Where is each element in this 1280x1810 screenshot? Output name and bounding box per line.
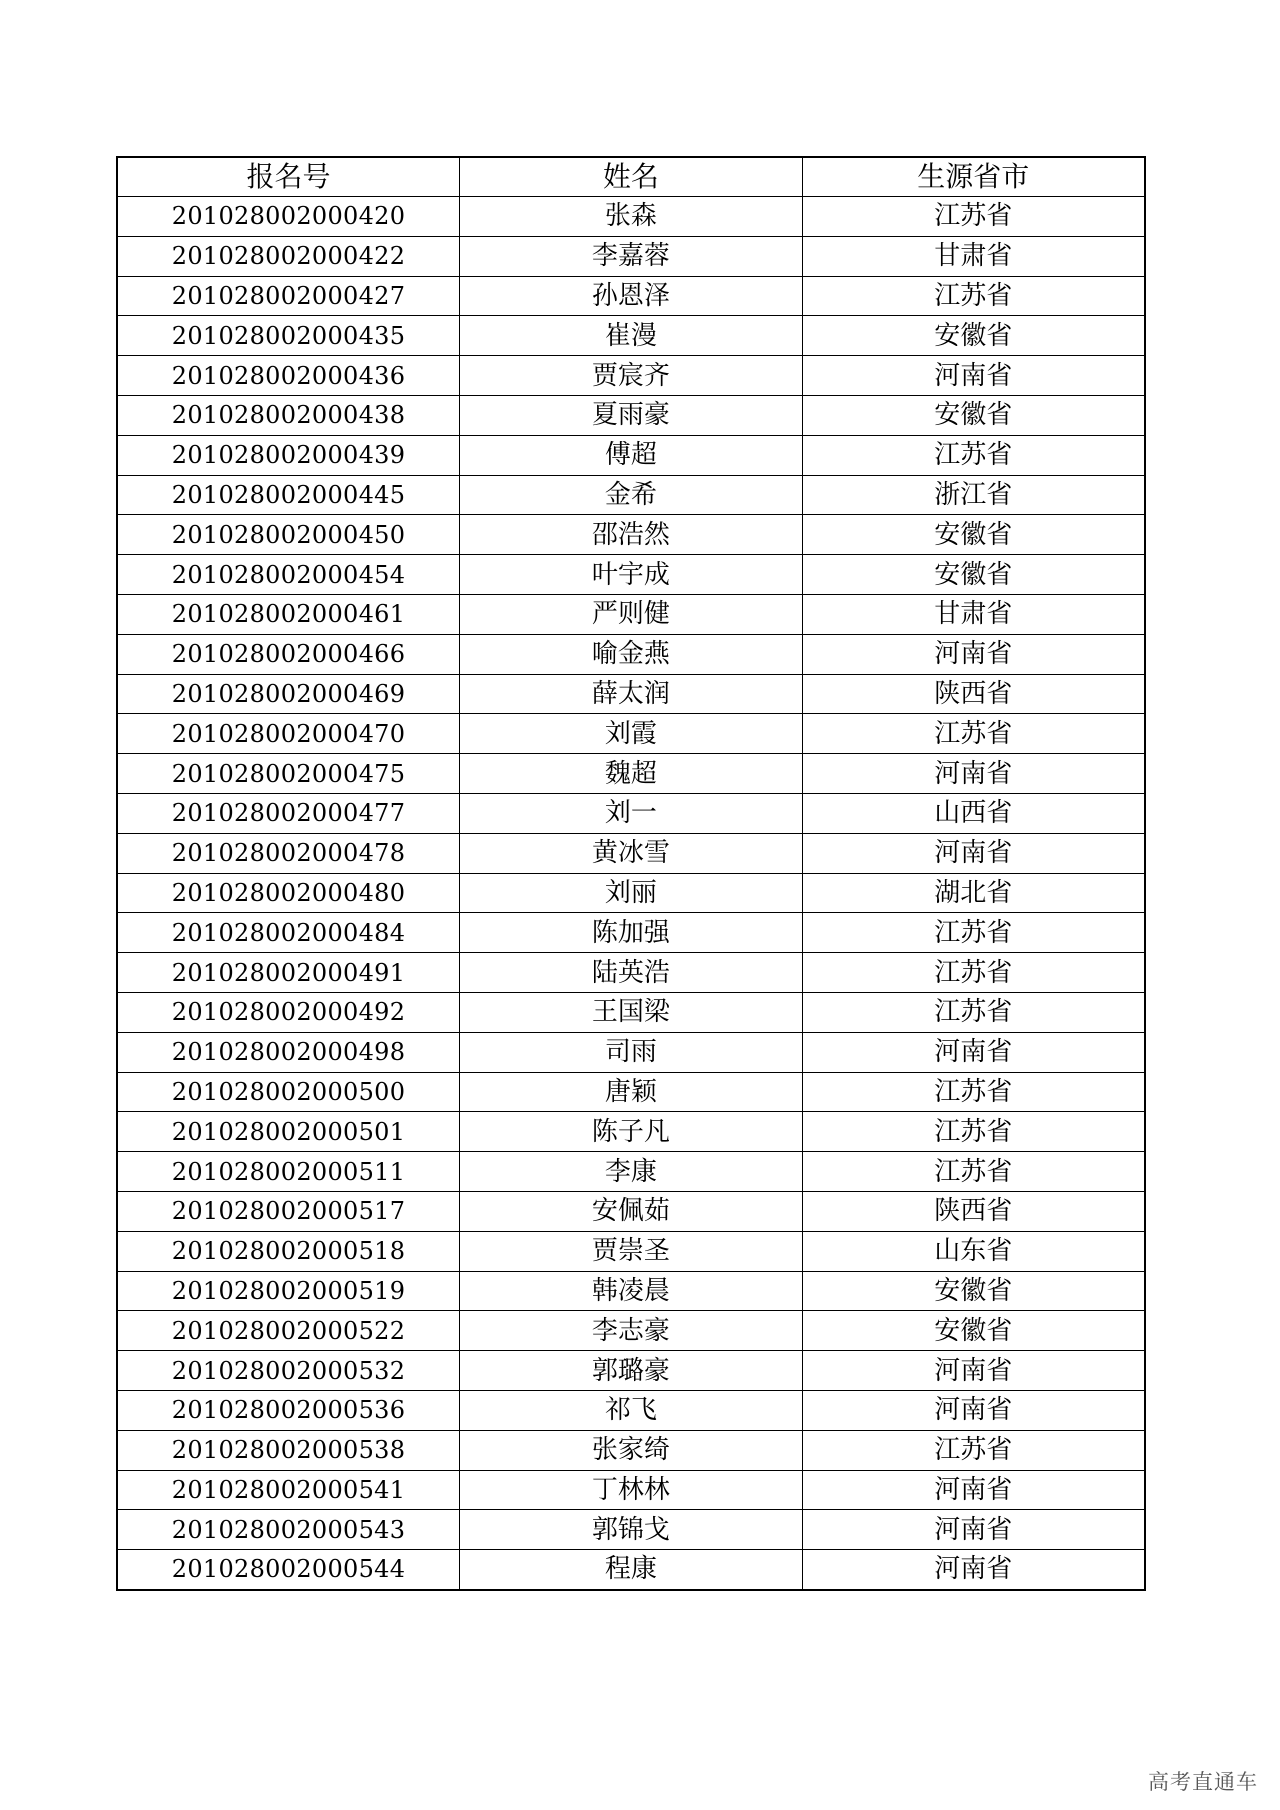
cell-name: 程康 <box>460 1550 803 1590</box>
cell-name: 李康 <box>460 1152 803 1192</box>
cell-origin-province: 河南省 <box>802 754 1145 794</box>
table-row <box>117 992 1145 1032</box>
table-row <box>117 594 1145 634</box>
cell-origin-province: 安徽省 <box>802 515 1145 555</box>
table-row <box>117 1510 1145 1550</box>
cell-registration-number: 201028002000538 <box>117 1430 460 1470</box>
header-registration-number: 报名号 <box>117 157 460 197</box>
cell-name: 韩凌晨 <box>460 1271 803 1311</box>
table-row <box>117 395 1145 435</box>
cell-name: 李志豪 <box>460 1311 803 1351</box>
cell-registration-number: 201028002000518 <box>117 1231 460 1271</box>
cell-name: 郭锦戈 <box>460 1510 803 1550</box>
table-row <box>117 197 1145 237</box>
table-row <box>117 674 1145 714</box>
cell-origin-province: 浙江省 <box>802 475 1145 515</box>
cell-origin-province: 安徽省 <box>802 555 1145 595</box>
cell-name: 张森 <box>460 197 803 237</box>
cell-registration-number: 201028002000491 <box>117 953 460 993</box>
cell-name: 祁飞 <box>460 1390 803 1430</box>
table-row <box>117 1191 1145 1231</box>
cell-name: 贾宸齐 <box>460 356 803 396</box>
cell-registration-number: 201028002000439 <box>117 435 460 475</box>
cell-registration-number: 201028002000492 <box>117 992 460 1032</box>
cell-origin-province: 江苏省 <box>802 953 1145 993</box>
cell-origin-province: 安徽省 <box>802 1271 1145 1311</box>
cell-registration-number: 201028002000501 <box>117 1112 460 1152</box>
cell-origin-province: 安徽省 <box>802 316 1145 356</box>
cell-name: 薛太润 <box>460 674 803 714</box>
cell-registration-number: 201028002000454 <box>117 555 460 595</box>
cell-registration-number: 201028002000544 <box>117 1550 460 1590</box>
cell-registration-number: 201028002000543 <box>117 1510 460 1550</box>
cell-name: 夏雨豪 <box>460 395 803 435</box>
cell-origin-province: 河南省 <box>802 356 1145 396</box>
table-row <box>117 1430 1145 1470</box>
table-row <box>117 873 1145 913</box>
cell-origin-province: 江苏省 <box>802 1152 1145 1192</box>
cell-origin-province: 江苏省 <box>802 913 1145 953</box>
cell-name: 郭璐豪 <box>460 1351 803 1391</box>
cell-registration-number: 201028002000511 <box>117 1152 460 1192</box>
cell-name: 唐颖 <box>460 1072 803 1112</box>
cell-origin-province: 甘肃省 <box>802 236 1145 276</box>
cell-name: 崔漫 <box>460 316 803 356</box>
cell-origin-province: 江苏省 <box>802 714 1145 754</box>
cell-registration-number: 201028002000450 <box>117 515 460 555</box>
cell-origin-province: 河南省 <box>802 1470 1145 1510</box>
cell-origin-province: 安徽省 <box>802 1311 1145 1351</box>
cell-name: 邵浩然 <box>460 515 803 555</box>
table-row <box>117 515 1145 555</box>
cell-name: 金希 <box>460 475 803 515</box>
cell-name: 叶宇成 <box>460 555 803 595</box>
cell-origin-province: 河南省 <box>802 1550 1145 1590</box>
cell-registration-number: 201028002000436 <box>117 356 460 396</box>
table-row <box>117 714 1145 754</box>
cell-name: 张家绮 <box>460 1430 803 1470</box>
cell-name: 丁林林 <box>460 1470 803 1510</box>
table-row <box>117 1072 1145 1112</box>
cell-origin-province: 陕西省 <box>802 1191 1145 1231</box>
cell-registration-number: 201028002000480 <box>117 873 460 913</box>
cell-origin-province: 河南省 <box>802 833 1145 873</box>
cell-name: 喻金燕 <box>460 634 803 674</box>
cell-origin-province: 江苏省 <box>802 1072 1145 1112</box>
table-row <box>117 555 1145 595</box>
cell-origin-province: 甘肃省 <box>802 594 1145 634</box>
cell-registration-number: 201028002000466 <box>117 634 460 674</box>
table-row <box>117 316 1145 356</box>
cell-name: 陆英浩 <box>460 953 803 993</box>
cell-origin-province: 河南省 <box>802 1351 1145 1391</box>
cell-registration-number: 201028002000536 <box>117 1390 460 1430</box>
cell-origin-province: 江苏省 <box>802 276 1145 316</box>
table-body <box>117 197 1145 1590</box>
table-row <box>117 913 1145 953</box>
cell-name: 安佩茹 <box>460 1191 803 1231</box>
table-row <box>117 356 1145 396</box>
cell-registration-number: 201028002000475 <box>117 754 460 794</box>
cell-origin-province: 江苏省 <box>802 992 1145 1032</box>
table-row <box>117 1152 1145 1192</box>
cell-name: 陈子凡 <box>460 1112 803 1152</box>
cell-registration-number: 201028002000445 <box>117 475 460 515</box>
table-row <box>117 953 1145 993</box>
table-row <box>117 475 1145 515</box>
cell-name: 刘霞 <box>460 714 803 754</box>
cell-registration-number: 201028002000469 <box>117 674 460 714</box>
cell-registration-number: 201028002000420 <box>117 197 460 237</box>
table-row <box>117 435 1145 475</box>
cell-origin-province: 山西省 <box>802 793 1145 833</box>
table-row <box>117 634 1145 674</box>
cell-name: 严则健 <box>460 594 803 634</box>
cell-name: 孙恩泽 <box>460 276 803 316</box>
table-row <box>117 1550 1145 1590</box>
cell-registration-number: 201028002000422 <box>117 236 460 276</box>
cell-registration-number: 201028002000522 <box>117 1311 460 1351</box>
cell-name: 魏超 <box>460 754 803 794</box>
table-row <box>117 1311 1145 1351</box>
cell-name: 王国梁 <box>460 992 803 1032</box>
table-row <box>117 1032 1145 1072</box>
cell-origin-province: 陕西省 <box>802 674 1145 714</box>
cell-origin-province: 江苏省 <box>802 435 1145 475</box>
table-row <box>117 1390 1145 1430</box>
cell-registration-number: 201028002000541 <box>117 1470 460 1510</box>
table-row <box>117 1351 1145 1391</box>
cell-registration-number: 201028002000478 <box>117 833 460 873</box>
cell-origin-province: 河南省 <box>802 1390 1145 1430</box>
cell-registration-number: 201028002000438 <box>117 395 460 435</box>
table-row <box>117 833 1145 873</box>
table-row <box>117 754 1145 794</box>
header-origin-province: 生源省市 <box>802 157 1145 197</box>
cell-origin-province: 江苏省 <box>802 1430 1145 1470</box>
cell-origin-province: 河南省 <box>802 1032 1145 1072</box>
cell-registration-number: 201028002000461 <box>117 594 460 634</box>
cell-origin-province: 河南省 <box>802 634 1145 674</box>
table-row <box>117 1231 1145 1271</box>
cell-origin-province: 河南省 <box>802 1510 1145 1550</box>
cell-registration-number: 201028002000427 <box>117 276 460 316</box>
admission-table <box>116 156 1146 1591</box>
table-row <box>117 276 1145 316</box>
cell-name: 李嘉蓉 <box>460 236 803 276</box>
cell-registration-number: 201028002000470 <box>117 714 460 754</box>
cell-registration-number: 201028002000498 <box>117 1032 460 1072</box>
cell-registration-number: 201028002000477 <box>117 793 460 833</box>
watermark-text: 高考直通车 <box>1148 1770 1258 1794</box>
cell-name: 陈加强 <box>460 913 803 953</box>
cell-origin-province: 江苏省 <box>802 1112 1145 1152</box>
cell-name: 黄冰雪 <box>460 833 803 873</box>
cell-origin-province: 湖北省 <box>802 873 1145 913</box>
header-name: 姓名 <box>460 157 803 197</box>
table-row <box>117 1271 1145 1311</box>
cell-registration-number: 201028002000532 <box>117 1351 460 1391</box>
cell-registration-number: 201028002000435 <box>117 316 460 356</box>
table-row <box>117 1470 1145 1510</box>
table-header-row <box>117 157 1145 197</box>
table-row <box>117 1112 1145 1152</box>
cell-origin-province: 山东省 <box>802 1231 1145 1271</box>
table-row <box>117 793 1145 833</box>
cell-name: 司雨 <box>460 1032 803 1072</box>
cell-origin-province: 安徽省 <box>802 395 1145 435</box>
cell-name: 傅超 <box>460 435 803 475</box>
table-row <box>117 236 1145 276</box>
cell-registration-number: 201028002000484 <box>117 913 460 953</box>
cell-origin-province: 江苏省 <box>802 197 1145 237</box>
cell-registration-number: 201028002000517 <box>117 1191 460 1231</box>
cell-name: 刘丽 <box>460 873 803 913</box>
cell-registration-number: 201028002000519 <box>117 1271 460 1311</box>
cell-name: 贾崇圣 <box>460 1231 803 1271</box>
cell-name: 刘一 <box>460 793 803 833</box>
cell-registration-number: 201028002000500 <box>117 1072 460 1112</box>
